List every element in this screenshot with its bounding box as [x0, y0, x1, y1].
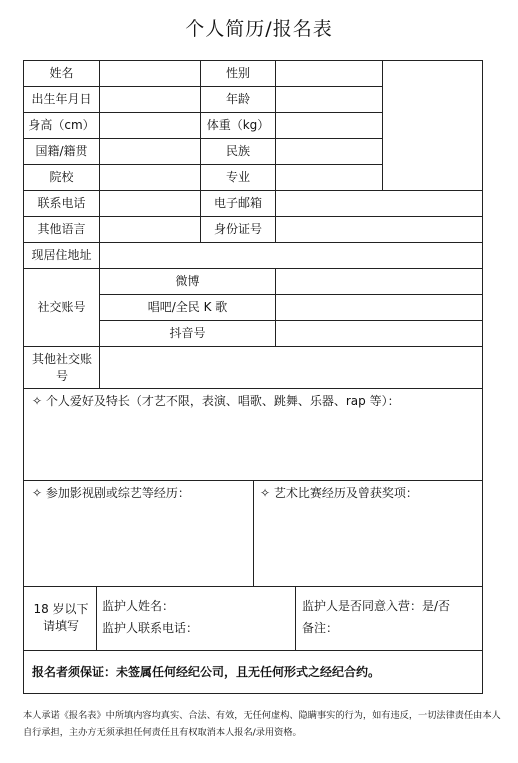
label-height: 身高（cm）	[28, 118, 95, 132]
input-age[interactable]	[276, 87, 382, 112]
section-competitions: ✧ 艺术比赛经历及曾获奖项：	[260, 486, 418, 500]
label-weight: 体重（kg）	[206, 118, 270, 132]
input-nationality[interactable]	[100, 139, 200, 164]
label-age: 年龄	[225, 92, 250, 106]
label-weibo: 微博	[175, 274, 200, 288]
form-title: 个人简历/报名表	[185, 18, 333, 40]
input-weight[interactable]	[276, 113, 382, 138]
footnote: 本人承诺《报名表》中所填内容均真实、合法、有效，无任何虚构、隐瞒事实的行为，如有违反，一切法律责任由本人自行承担，主办方无须承担任何责任且有权取消本人报名/录用资格。	[23, 710, 501, 738]
section-film-tv: ✧ 参加影视剧或综艺等经历：	[32, 486, 190, 500]
row-divider	[24, 586, 482, 587]
label-languages: 其他语言	[37, 222, 86, 236]
label-school: 院校	[49, 170, 74, 184]
input-name[interactable]	[100, 61, 200, 86]
row-divider	[24, 388, 482, 389]
input-competitions[interactable]	[254, 505, 482, 585]
input-phone[interactable]	[100, 191, 200, 216]
label-address: 现居住地址	[31, 248, 92, 262]
label-nationality: 国籍/籍贯	[35, 144, 88, 158]
col-divider	[96, 586, 97, 650]
label-birth: 出生年月日	[31, 92, 92, 106]
input-id-number[interactable]	[276, 217, 482, 242]
input-school[interactable]	[100, 165, 200, 190]
label-social: 社交账号	[37, 300, 86, 314]
label-guardian-consent: 监护人是否同意入营：是/否	[302, 598, 451, 613]
input-languages[interactable]	[100, 217, 200, 242]
input-address[interactable]	[100, 243, 482, 268]
input-changba[interactable]	[276, 295, 482, 320]
label-douyin: 抖音号	[169, 326, 206, 340]
input-email[interactable]	[276, 191, 482, 216]
label-changba: 唱吧/全民 K 歌	[147, 300, 228, 314]
registration-form	[23, 60, 483, 694]
input-other-social[interactable]	[100, 347, 482, 388]
label-id-number: 身份证号	[213, 222, 262, 236]
input-gender[interactable]	[276, 61, 382, 86]
input-weibo[interactable]	[276, 269, 482, 294]
label-email: 电子邮箱	[213, 196, 262, 210]
input-douyin[interactable]	[276, 321, 482, 346]
input-hobbies[interactable]	[24, 413, 482, 479]
label-other-social: 其他社交账号	[32, 351, 93, 383]
input-ethnicity[interactable]	[276, 139, 382, 164]
label-guardian-name: 监护人姓名：	[102, 598, 175, 613]
label-guardian-phone: 监护人联系电话：	[102, 620, 199, 635]
input-major[interactable]	[276, 165, 382, 190]
label-remarks: 备注：	[302, 620, 339, 635]
label-name: 姓名	[49, 66, 74, 80]
label-under18: 18 岁以下请填写	[33, 602, 89, 633]
label-phone: 联系电话	[37, 196, 86, 210]
section-hobbies: ✧ 个人爱好及特长（才艺不限，表演、唱歌、跳舞、乐器、rap 等）：	[32, 394, 400, 408]
input-birth[interactable]	[100, 87, 200, 112]
row-divider	[24, 650, 482, 651]
label-gender: 性别	[225, 66, 250, 80]
photo-box[interactable]	[383, 61, 482, 190]
col-divider	[295, 586, 296, 650]
input-film-tv[interactable]	[24, 505, 253, 585]
label-major: 专业	[225, 170, 250, 184]
input-height[interactable]	[100, 113, 200, 138]
guarantee-statement: 报名者须保证：未签属任何经纪公司，且无任何形式之经纪合约。	[32, 664, 381, 679]
label-ethnicity: 民族	[225, 144, 250, 158]
